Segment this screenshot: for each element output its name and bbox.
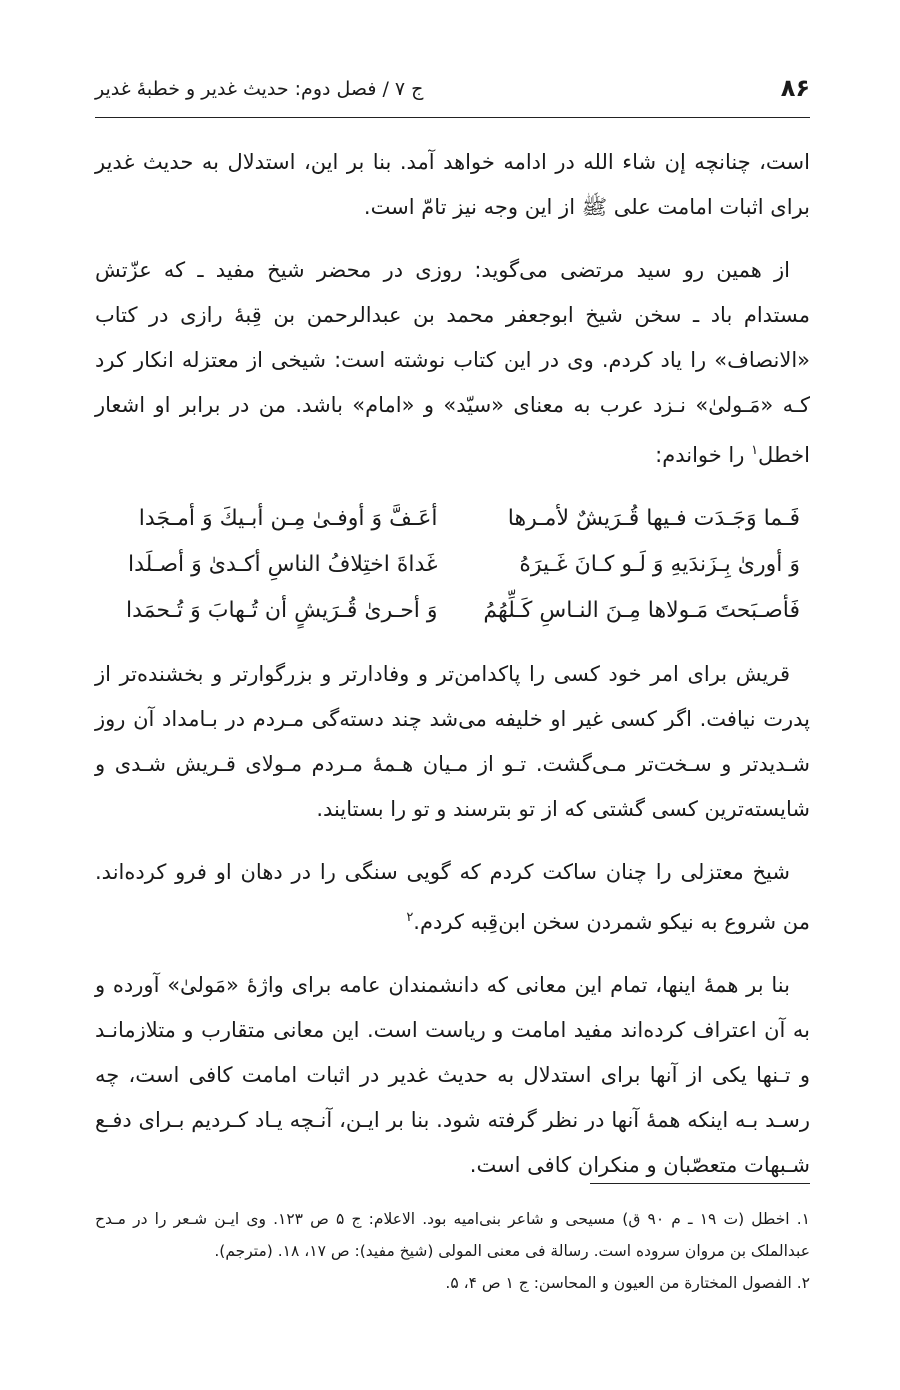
footnote-ref-1: ۱ bbox=[751, 443, 759, 458]
poem-hemistich-first: فَأصـبَحتَ مَـولاها مِـنَ النـاسِ كَـلِّهُمُ bbox=[483, 598, 800, 623]
poem-verse-1 bbox=[95, 496, 810, 542]
paragraph-4 bbox=[95, 850, 810, 945]
footnotes bbox=[95, 1203, 810, 1299]
running-title: ج ۷ / فصل دوم: حدیث غدیر و خطبهٔ غدیر bbox=[95, 78, 424, 100]
poem-hemistich-second: غَداةَ اختِلافُ الناسِ أكـدىٰ وَ أصـلَدا bbox=[127, 552, 438, 577]
poem-verse-2 bbox=[95, 542, 810, 588]
poem bbox=[95, 496, 810, 634]
footnote-1: ۱. اخطل (ت ۱۹ ـ م ۹۰ ق) مسیحی و شاعر بنی‌امیه بود. الاعلام: ج ۵ ص ۱۲۳. وی ایـن شـعر را در مـدح عبدالملک بن مروان سروده است. رسالة فی معنی المولی (شیخ مفید): ص ۱۷، ۱۸. (مترجم). bbox=[95, 1210, 810, 1260]
page-header bbox=[95, 70, 810, 110]
poem-hemistich-second: أعَـفَّ وَ أوفـىٰ مِـن أبـيكَ وَ أمـجَدا bbox=[138, 506, 438, 531]
paragraph-2 bbox=[95, 248, 810, 478]
footnote-2: ۲. الفصول المختارة من العیون و المحاسن: ج ۱ ص ۴، ۵. bbox=[445, 1274, 810, 1292]
paragraph-2-tail: را خواندم: bbox=[655, 443, 752, 467]
poem-hemistich-first: فَـما وَجَـدَت فـيها قُـرَيشٌ لأمـرها bbox=[507, 506, 800, 531]
paragraph-4-text: شیخ معتزلی را چنان ساکت کردم که گویی سنگی را در دهان او فرو کرده‌اند. من شروع به نیکو شمردن سخن ابن‌قِبه کردم. bbox=[95, 860, 810, 934]
header-rule bbox=[95, 117, 810, 118]
paragraph-2-text: از همین رو سید مرتضی می‌گوید: روزی در محضر شیخ مفید ـ که عزّتش مستدام باد ـ سخن شیخ ابوجعفر محمد بن عبدالرحمن بن قِبهٔ رازی در کتاب «الانصاف» را یاد کردم. وی در این کتاب نوشته است: شیخی از معتزله انکار کرد کـه «مَـولیٰ» نـزد عرب به معنای «سیّد» و «امام» باشد. من در برابر او اشعار اخطل bbox=[95, 258, 810, 467]
page-number: ۸۶ bbox=[780, 74, 810, 102]
poem-verse-3 bbox=[95, 588, 810, 634]
footnote-ref-2: ۲ bbox=[406, 910, 414, 925]
paragraph-1: است، چنانچه إن شاء الله در ادامه خواهد آمد. بنا بر این، استدلال به حدیث غدیر برای اثبات امامت علی ﷺ از این وجه نیز تامّ است. bbox=[95, 150, 810, 219]
paragraph-5: بنا بر همهٔ اینها، تمام این معانی که دانشمندان عامه برای واژهٔ «مَولیٰ» آورده و به آن اعتراف کرده‌اند مفید امامت و ریاست است. این معانی متقارب و متلازمانـد و تـنها یکی از آنها برای استدلال به حدیث غدیر در اثبات امامت کافی است، چه رسـد بـه اینکه همهٔ آنها در نظر گرفته شود. بنا بر ایـن، آنـچه یـاد کـردیم بـرای دفـع شـبهات متعصّبان و منکران کافی است. bbox=[95, 973, 810, 1177]
poem-hemistich-second: وَ أحـرىٰ قُـرَيشٍ أن تُـهابَ وَ تُـحمَدا bbox=[126, 598, 438, 623]
footnote-rule bbox=[590, 1183, 810, 1184]
paragraph-3: قریش برای امر خود کسی را پاکدامن‌تر و وفادارتر و بزرگوارتر و بخشنده‌تر از پدرت نیافت. اگر کسی غیر او خلیفه می‌شد چند دسته‌گی مـردم در بـامداد آن روز شـدیدتر و سـخت‌تر مـی‌گشت. تـو از مـیان هـمهٔ مـردم مـولای قـریش شـدی و شایسته‌ترین کسی گشتی که از تو بترسند و تو را بستایند. bbox=[95, 662, 810, 821]
body-text bbox=[95, 140, 810, 1206]
poem-hemistich-first: وَ أورىٰ بِـزَندَيهِ وَ لَـو كـانَ غَـيرَهُ bbox=[519, 552, 800, 577]
